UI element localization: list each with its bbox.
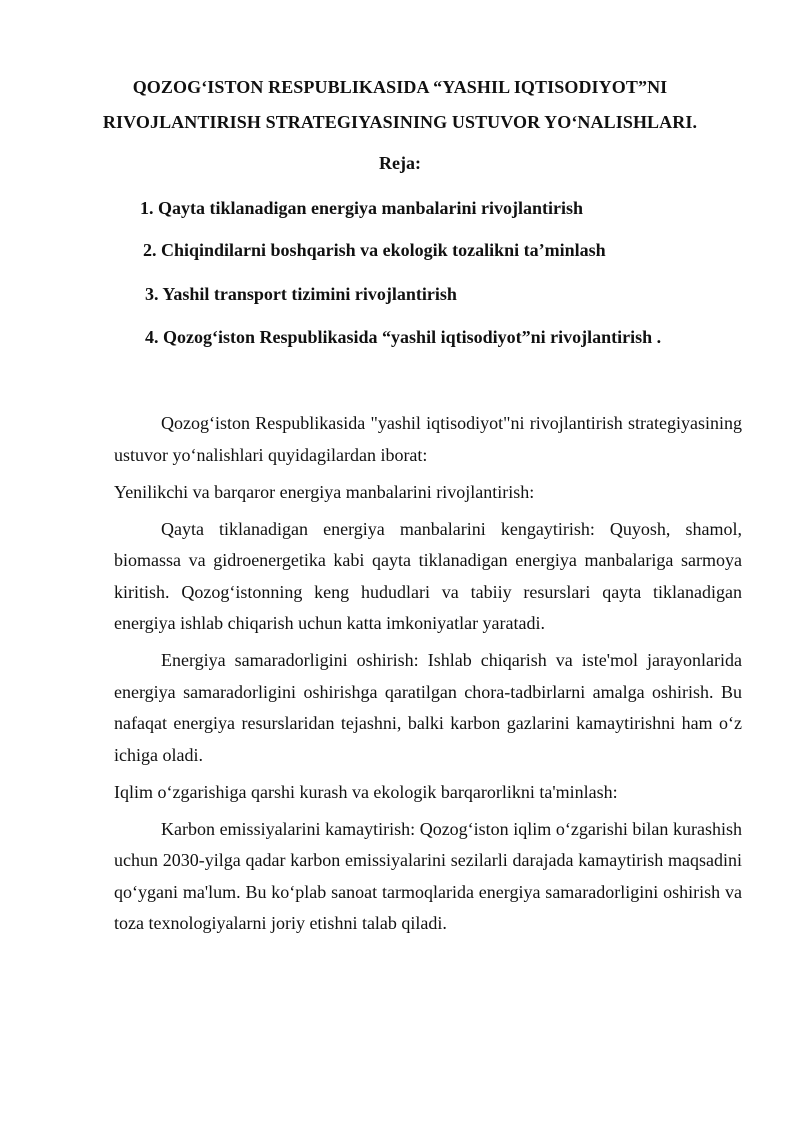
section-heading-climate: Iqlim o‘zgarishiga qarshi kurash va ekologik barqarorlikni ta'minlash: bbox=[114, 781, 618, 802]
title-line-1: QOZOG‘ISTON RESPUBLIKASIDA “YASHIL IQTISODIYOT”NI bbox=[132, 77, 668, 97]
paragraph-renewables: Qayta tiklanadigan energiya manbalarini kengaytirish: Quyosh, shamol, biomassa va gidroenergetika kabi qayta tiklanadigan energiya manbalariga sarmoya kiritish. Qozog‘istonning keng hududlari va tabiiy resurslari qayta tiklanadigan energiya ishlab chiqarish uchun katta imkoniyatlar yaratadi. bbox=[114, 518, 742, 633]
paragraph-efficiency: Energiya samaradorligini oshirish: Ishlab chiqarish va iste'mol jarayonlarida energiya samaradorligini oshirishga qaratilgan chora-tadbirlarni amalga oshirish. Bu nafaqat energiya resurslaridan tejashni, balki karbon gazlarini kamaytirishni ham o‘z ichiga oladi. bbox=[114, 650, 742, 765]
plan-item-1: 1. Qayta tiklanadigan energiya manbalarini rivojlantirish bbox=[140, 198, 584, 218]
document-title bbox=[100, 70, 700, 140]
body-text bbox=[114, 408, 742, 945]
plan-item-4: 4. Qozog‘iston Respublikasida “yashil iqtisodiyot”ni rivojlantirish . bbox=[145, 327, 662, 347]
plan-item-2: 2. Chiqindilarni boshqarish va ekologik tozalikni ta’minlash bbox=[143, 240, 606, 260]
paragraph-intro: Qozog‘iston Respublikasida "yashil iqtisodiyot"ni rivojlantirish strategiyasining ustuvor yo‘nalishlari quyidagilardan iborat: bbox=[114, 413, 742, 465]
title-line-2: RIVOJLANTIRISH STRATEGIYASINING USTUVOR YO‘NALISHLARI. bbox=[102, 112, 698, 132]
plan-item-3: 3. Yashil transport tizimini rivojlantirish bbox=[145, 284, 457, 304]
paragraph-emissions: Karbon emissiyalarini kamaytirish: Qozog‘iston iqlim o‘zgarishi bilan kurashish uchun 2030-yilga qadar karbon emissiyalarini sezilarli darajada kamaytirish maqsadini qo‘ygani ma'lum. Bu ko‘plab sanoat tarmoqlarida energiya samaradorligini oshirish va toza texnologiyalarni joriy etishni talab qiladi. bbox=[114, 818, 742, 933]
section-heading-energy: Yenilikchi va barqaror energiya manbalarini rivojlantirish: bbox=[114, 481, 535, 502]
plan-heading: Reja: bbox=[379, 153, 421, 173]
